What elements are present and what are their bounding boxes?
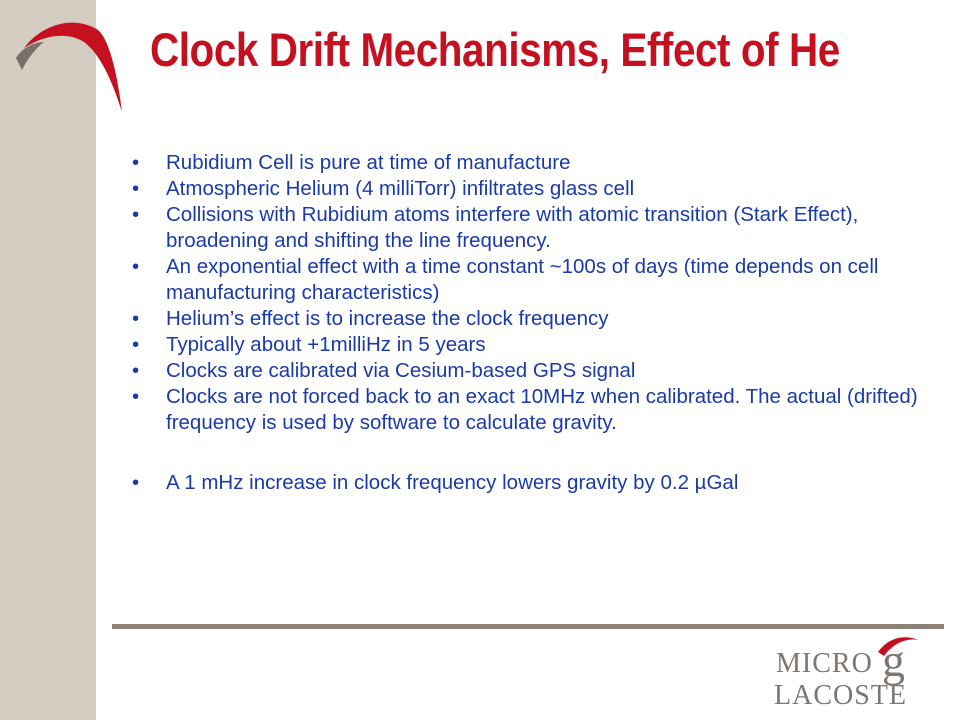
bullet-item: • An exponential effect with a time constant ~100s of days (time depends on cell manufacturing characteristics) [132, 254, 932, 306]
bullet-item: • Helium’s effect is to increase the clock frequency [132, 306, 932, 332]
bullet-item: • Collisions with Rubidium atoms interfere with atomic transition (Stark Effect), broadening and shifting the line frequency. [132, 202, 932, 254]
bullet-item: • Clocks are calibrated via Cesium-based GPS signal [132, 358, 932, 384]
bullet-item: • Atmospheric Helium (4 milliTorr) infiltrates glass cell [132, 176, 932, 202]
bullet-item: • Typically about +1milliHz in 5 years [132, 332, 932, 358]
footer-divider [112, 624, 944, 629]
bullet-item: • A 1 mHz increase in clock frequency lowers gravity by 0.2 µGal [132, 470, 932, 496]
microg-lacoste-logo [770, 635, 930, 716]
logo-text-g: g [882, 635, 905, 686]
bullet-item: • Clocks are not forced back to an exact 10MHz when calibrated. The actual (drifted) frequency is used by software to calculate gravity. [132, 384, 932, 436]
bullet-list [132, 150, 932, 496]
logo-text-lacoste: LACOSTE [774, 680, 907, 711]
bullet-item: • Rubidium Cell is pure at time of manufacture [132, 150, 932, 176]
logo-text-micro: MICRO [776, 648, 873, 679]
swoosh-logo-icon [14, 8, 134, 120]
slide-title: Clock Drift Mechanisms, Effect of He [150, 23, 840, 76]
